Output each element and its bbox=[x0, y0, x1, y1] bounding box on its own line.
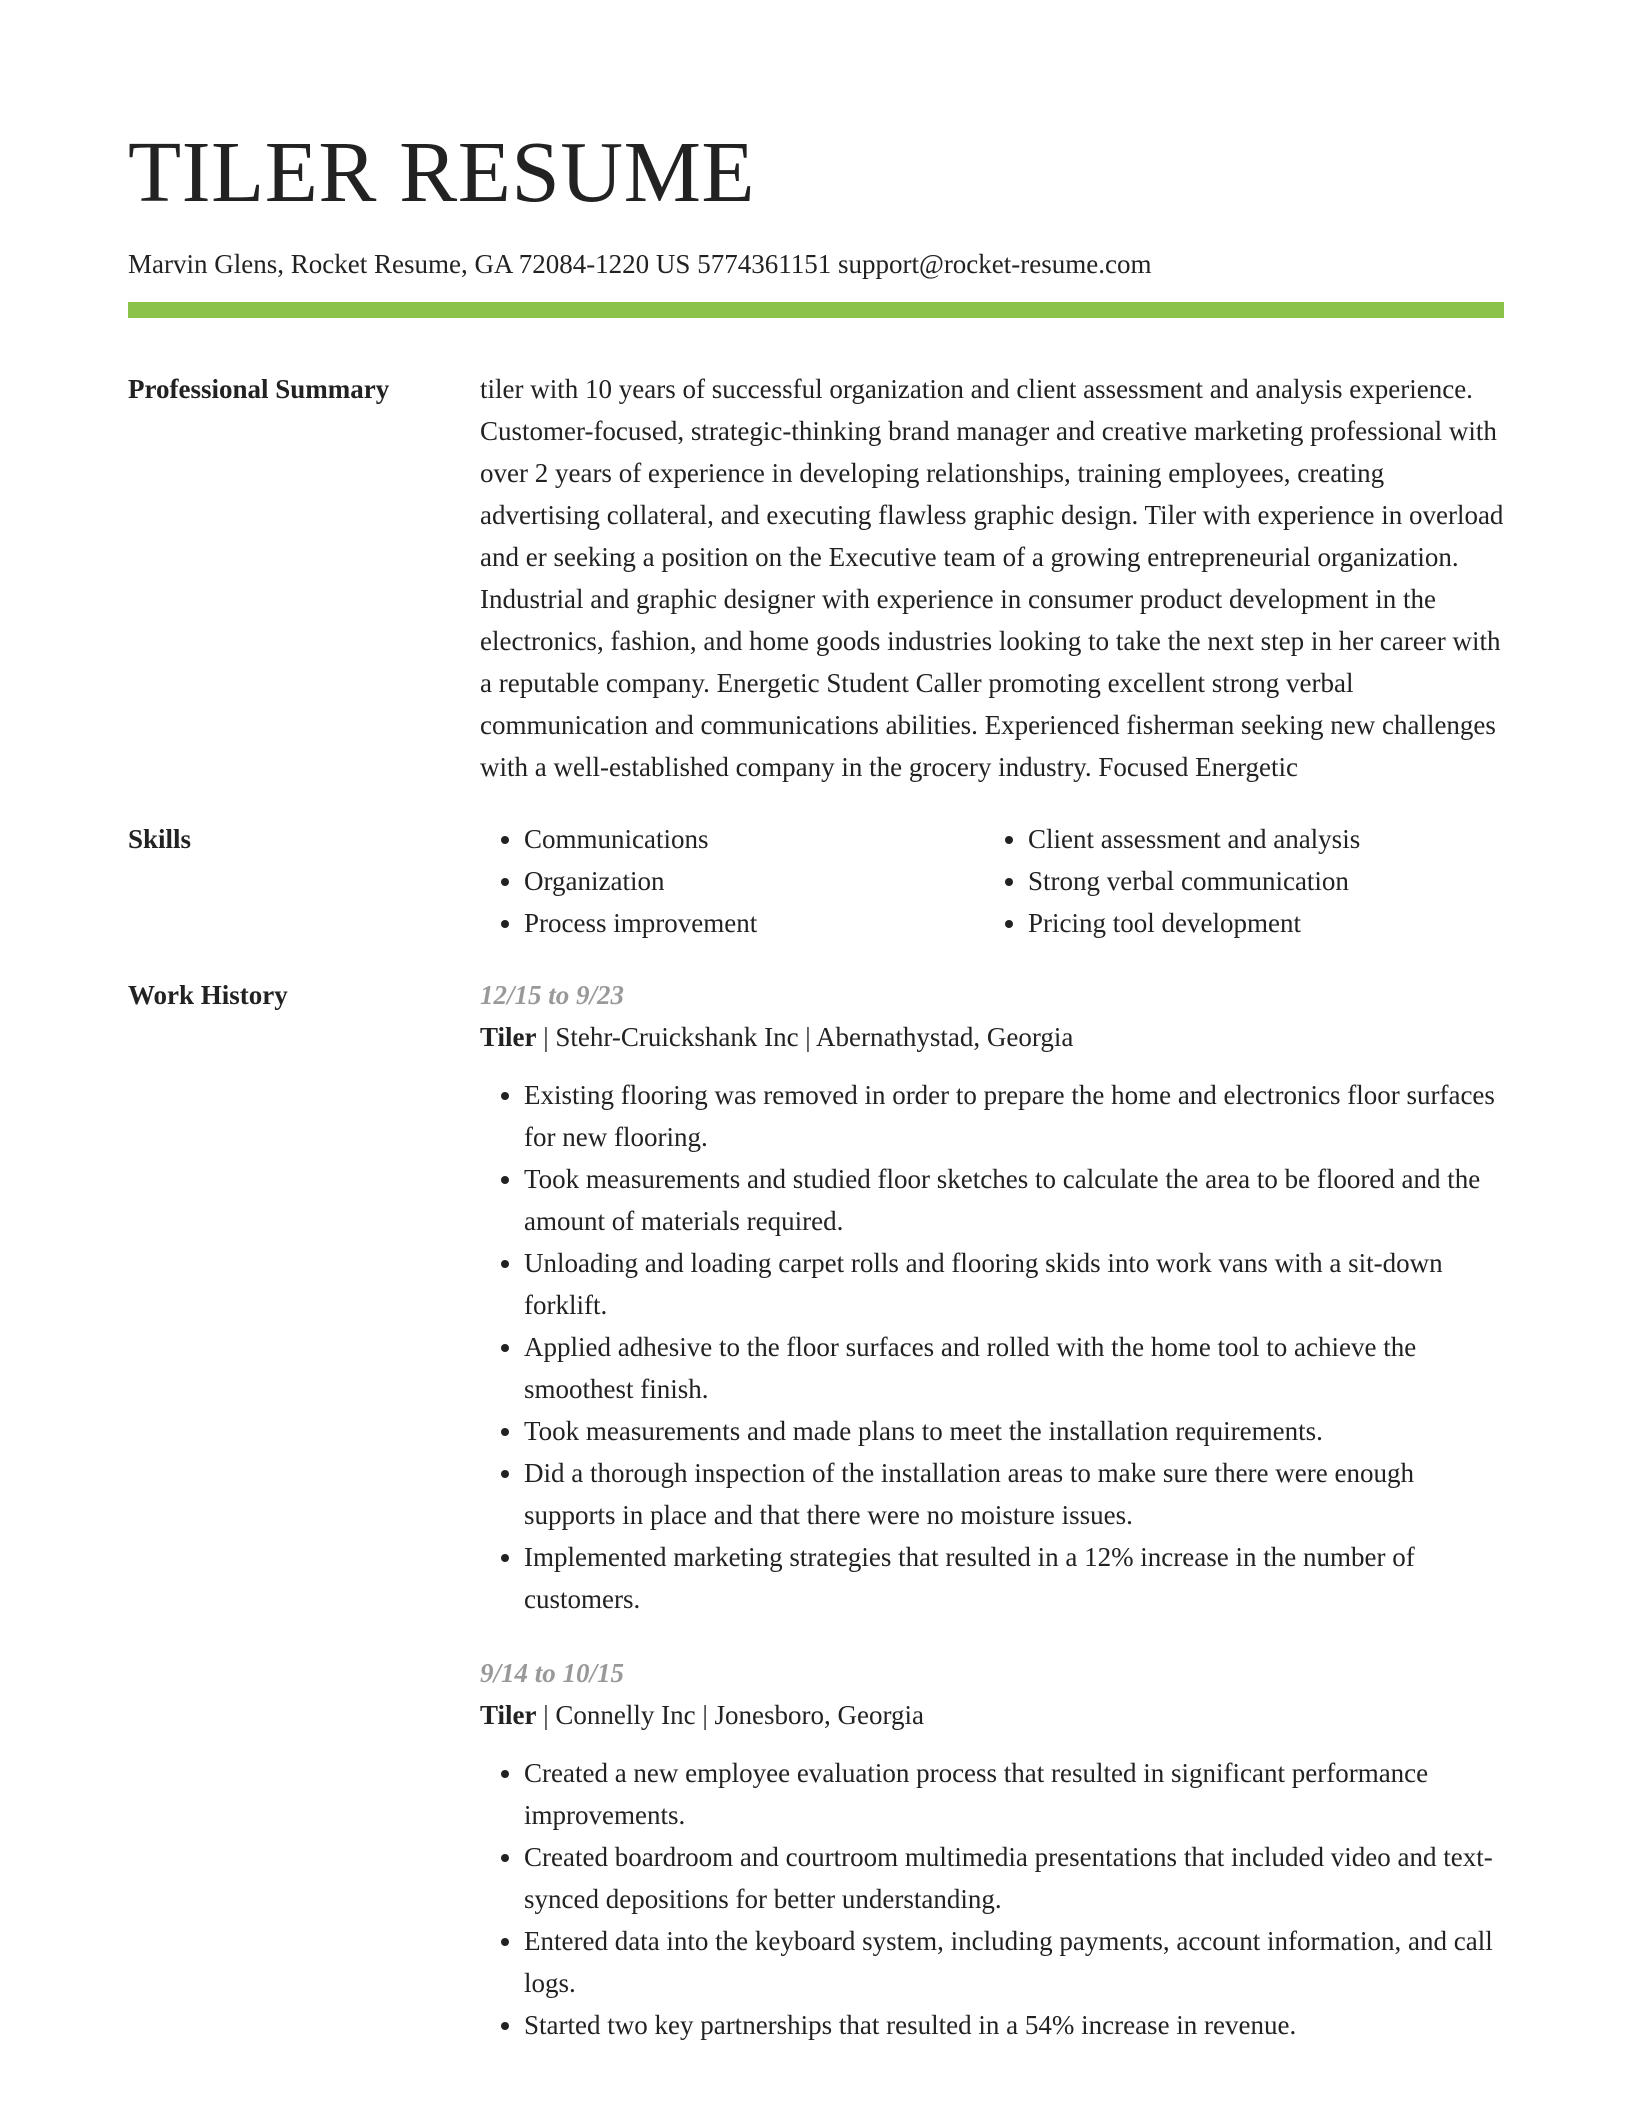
job-bullet: • Took measurements and studied floor sketches to calculate the area to be floored and the amount of materials required. bbox=[524, 1158, 1504, 1242]
header-divider bbox=[128, 302, 1504, 318]
job-bullet: • Did a thorough inspection of the installation areas to make sure there were enough supports in place and that there were no moisture issues. bbox=[524, 1452, 1504, 1536]
job-bullet: • Existing flooring was removed in order to prepare the home and electronics floor surfaces for new flooring. bbox=[524, 1074, 1504, 1158]
skills-column-2 bbox=[984, 818, 1504, 944]
job-title-line bbox=[480, 1016, 1504, 1058]
skill-item: • Strong verbal communication bbox=[1028, 860, 1504, 902]
job-dates: 9/14 to 10/15 bbox=[480, 1658, 625, 1688]
job-entry bbox=[480, 1652, 1504, 2046]
job-bullet: • Entered data into the keyboard system, including payments, account information, and call logs. bbox=[524, 1920, 1504, 2004]
resume-page bbox=[128, 0, 1504, 2046]
job-title: Tiler bbox=[480, 1022, 537, 1052]
job-title-line bbox=[480, 1694, 1504, 1736]
summary-section bbox=[128, 368, 1504, 788]
job-bullet: • Implemented marketing strategies that resulted in a 12% increase in the number of customers. bbox=[524, 1536, 1504, 1620]
job-title: Tiler bbox=[480, 1700, 537, 1730]
skills-label: Skills bbox=[128, 824, 192, 854]
resume-title: TILER RESUME bbox=[128, 123, 756, 220]
job-details: | Connelly Inc | Jonesboro, Georgia bbox=[536, 1700, 924, 1730]
work-history-label: Work History bbox=[128, 980, 288, 1010]
work-history-section bbox=[128, 974, 1504, 2046]
job-details: | Stehr-Cruickshank Inc | Abernathystad, Georgia bbox=[536, 1022, 1074, 1052]
job-entry bbox=[480, 974, 1504, 1620]
job-bullet: • Took measurements and made plans to meet the installation requirements. bbox=[524, 1410, 1504, 1452]
skill-item: • Organization bbox=[524, 860, 984, 902]
skills-section bbox=[128, 818, 1504, 944]
job-bullet: • Created a new employee evaluation process that resulted in significant performance improvements. bbox=[524, 1752, 1504, 1836]
skills-column-1 bbox=[480, 818, 984, 944]
job-bullet: • Applied adhesive to the floor surfaces and rolled with the home tool to achieve the smoothest finish. bbox=[524, 1326, 1504, 1410]
job-bullet: • Unloading and loading carpet rolls and flooring skids into work vans with a sit-down forklift. bbox=[524, 1242, 1504, 1326]
skill-item: • Pricing tool development bbox=[1028, 902, 1504, 944]
skill-item: • Client assessment and analysis bbox=[1028, 818, 1504, 860]
job-bullet: • Created boardroom and courtroom multimedia presentations that included video and text-synced depositions for better understanding. bbox=[524, 1836, 1504, 1920]
job-dates: 12/15 to 9/23 bbox=[480, 980, 625, 1010]
job-bullet: • Started two key partnerships that resulted in a 54% increase in revenue. bbox=[524, 2004, 1504, 2046]
summary-text: tiler with 10 years of successful organization and client assessment and analysis experience. Customer-focused, strategic-thinking brand manager and creative marketing professional with over 2 years of experience in developing relationships, training employees, creating advertising collateral, and executing flawless graphic design. Tiler with experience in overload and er seeking a position on the Executive team of a growing entrepreneurial organization. Industrial and graphic designer with experience in consumer product development in the electronics, fashion, and home goods industries looking to take the next step in her career with a reputable company. Energetic Student Caller promoting excellent strong verbal communication and communications abilities. Experienced fisherman seeking new challenges with a well-established company in the grocery industry. Focused Energetic bbox=[480, 374, 1504, 782]
contact-line: Marvin Glens, Rocket Resume, GA 72084-1220 US 5774361151 support@rocket-resume.com bbox=[128, 249, 1152, 279]
job-bullets bbox=[480, 1074, 1504, 1620]
summary-label: Professional Summary bbox=[128, 374, 390, 404]
skill-item: • Communications bbox=[524, 818, 984, 860]
skill-item: • Process improvement bbox=[524, 902, 984, 944]
job-bullets bbox=[480, 1752, 1504, 2046]
skills-grid bbox=[480, 818, 1504, 944]
